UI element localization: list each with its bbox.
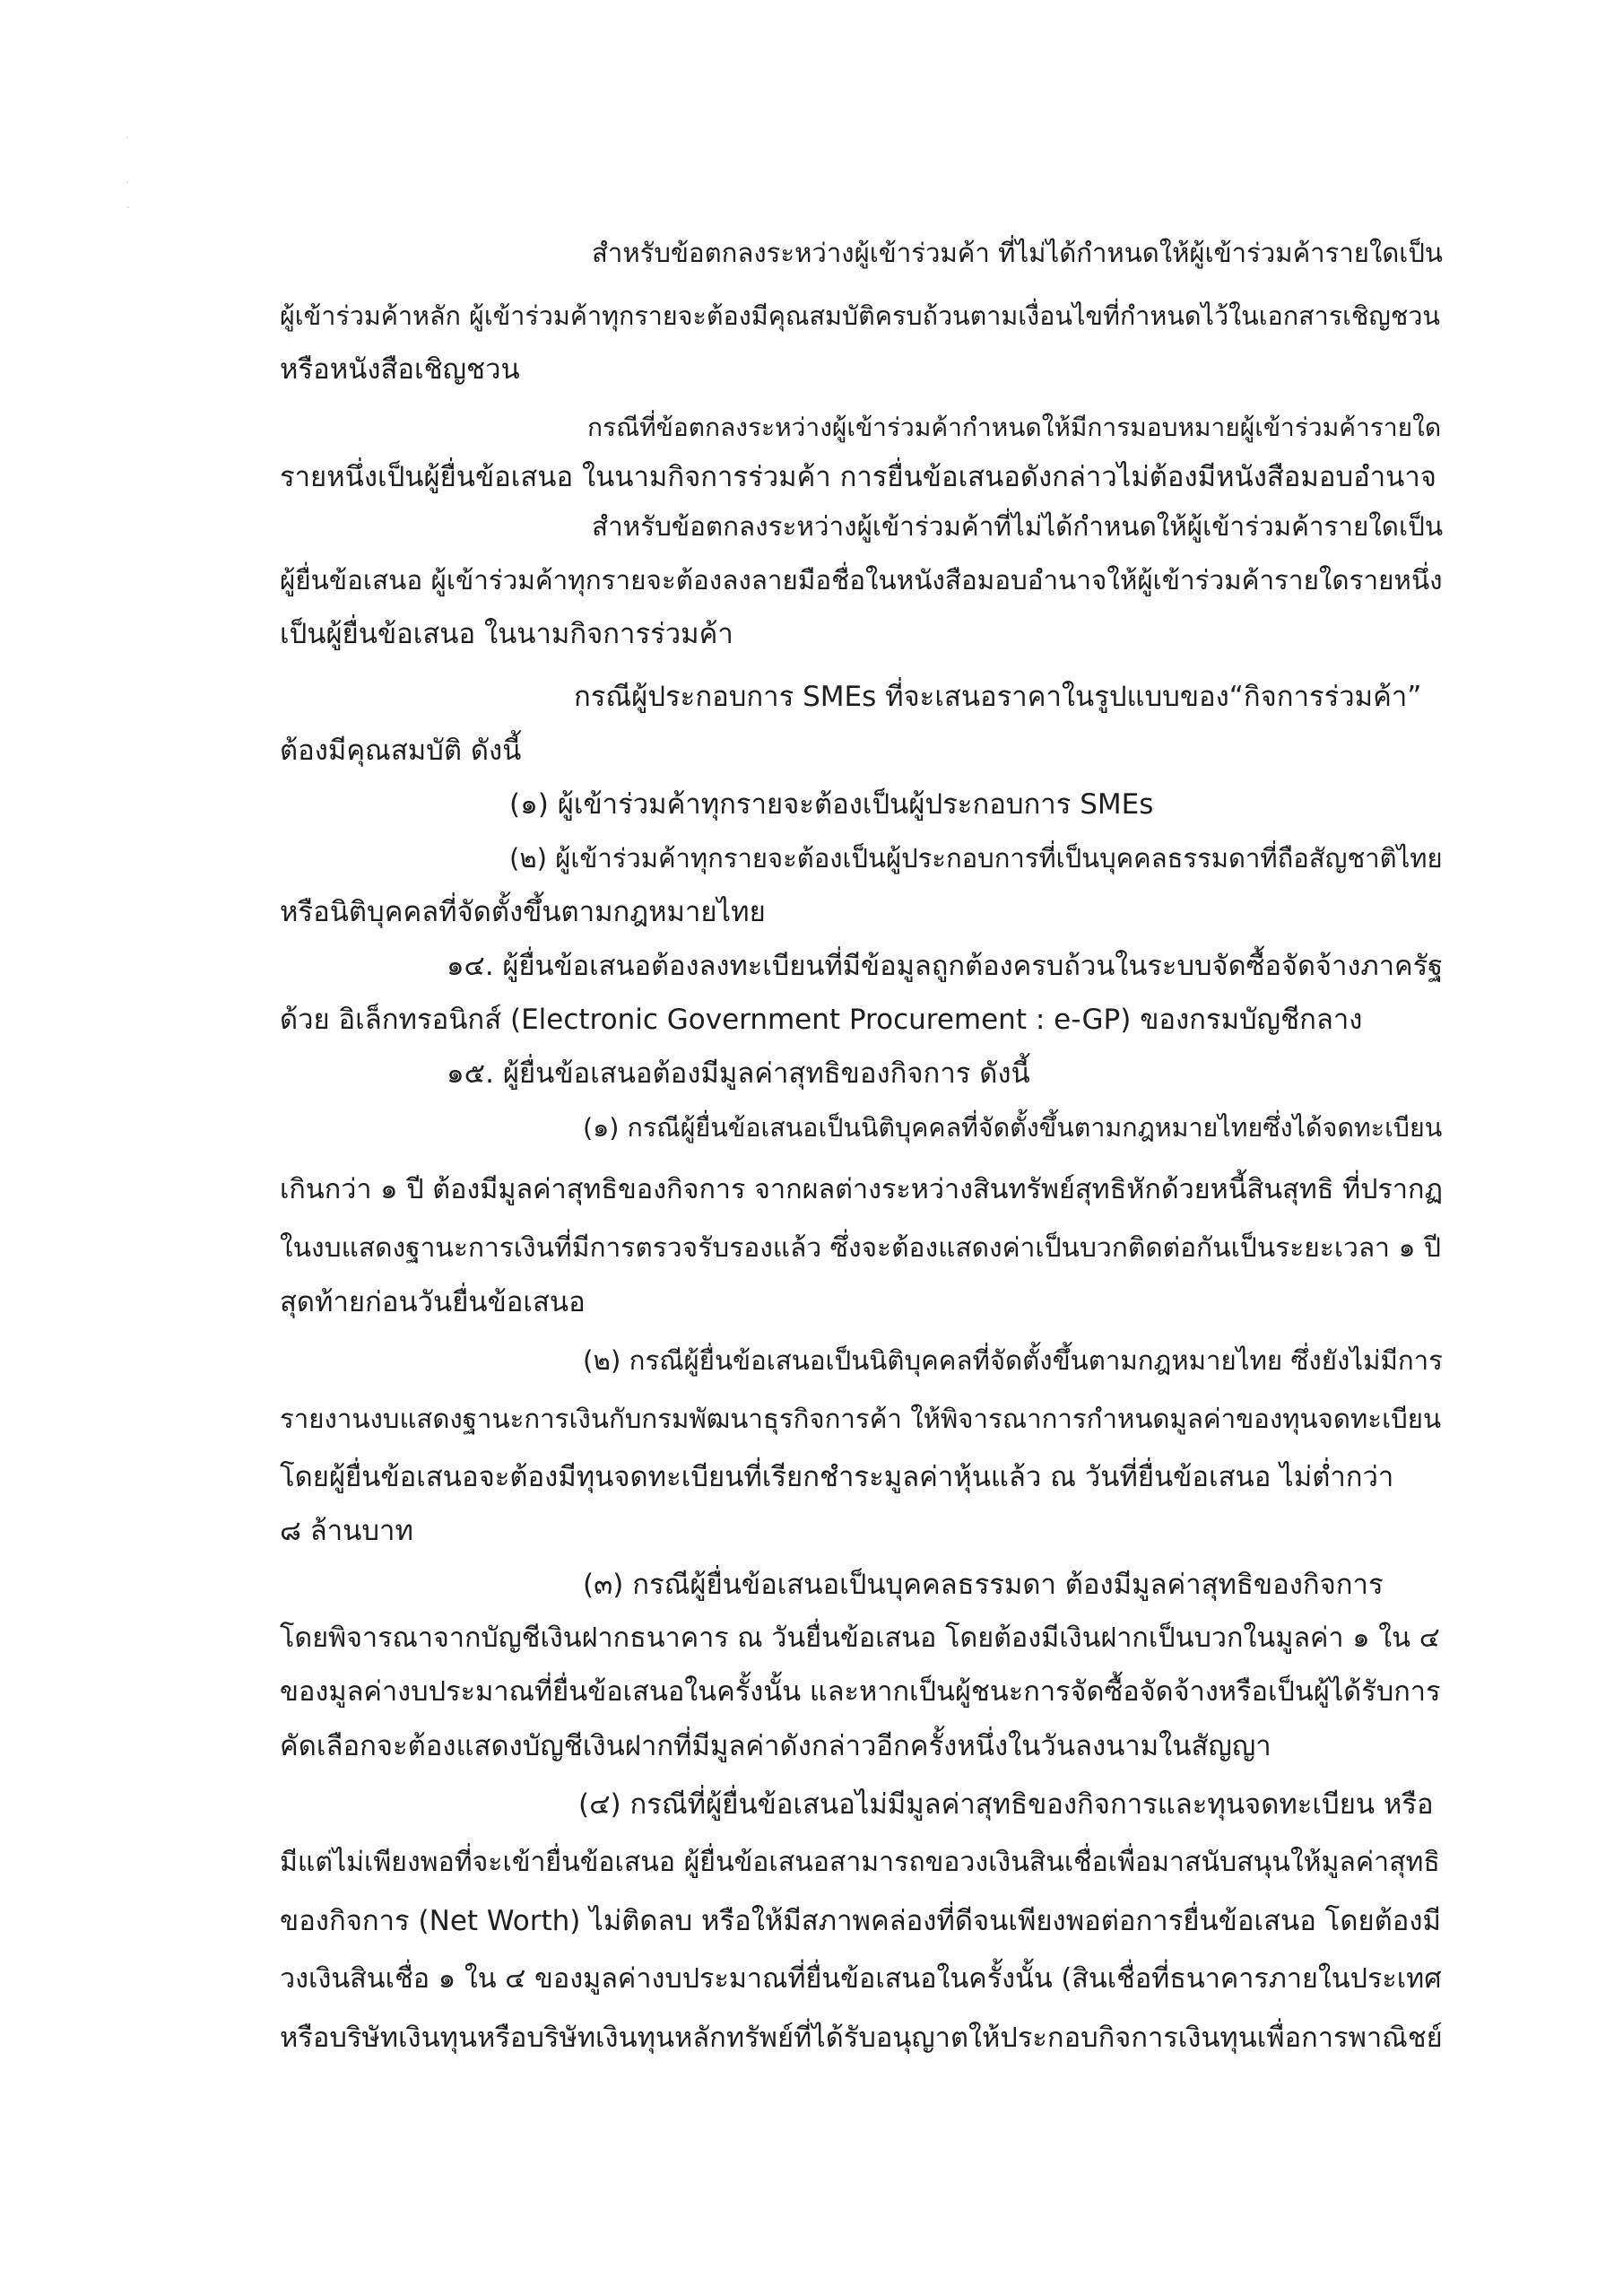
text-line: คัดเลือกจะต้องแสดงบัญชีเงินฝากที่มีมูลค่าดังกล่าวอีกครั้งหนึ่งในวันลงนามในสัญญา (280, 1730, 1271, 1762)
text-line: หรือนิติบุคคลที่จัดตั้งขึ้นตามกฎหมายไทย (280, 896, 766, 928)
text-line: ๘ ล้านบาท (280, 1515, 413, 1547)
text-line: ด้วย อิเล็กทรอนิกส์ (Electronic Government Procurement : e-GP) ของกรมบัญชีกลาง (280, 1004, 1363, 1036)
text-line: เป็นผู้ยื่นข้อเสนอ ในนามกิจการร่วมค้า (280, 618, 733, 650)
scan-mark: - (126, 203, 130, 213)
text-line: รายงานงบแสดงฐานะการเงินกับกรมพัฒนาธุรกิจการค้า ให้พิจารณาการกำหนดมูลค่าของทุนจดทะเบียน (280, 1404, 1442, 1434)
text-line: เกินกว่า ๑ ปี ต้องมีมูลค่าสุทธิของกิจการ จากผลต่างระหว่างสินทรัพย์สุทธิหักด้วยหนี้สินสุทธิ ที่ปรากฏ (280, 1174, 1443, 1205)
text-line: สำหรับข้อตกลงระหว่างผู้เข้าร่วมค้าที่ไม่ได้กำหนดให้ผู้เข้าร่วมค้ารายใดเป็น (592, 511, 1444, 542)
text-line: หรือหนังสือเชิญชวน (280, 353, 520, 386)
text-line: สำหรับข้อตกลงระหว่างผู้เข้าร่วมค้า ที่ไม่ได้กำหนดให้ผู้เข้าร่วมค้ารายใดเป็น (592, 238, 1443, 268)
scan-mark: . (126, 176, 129, 186)
text-line: ผู้ยื่นข้อเสนอ ผู้เข้าร่วมค้าทุกรายจะต้องลงลายมือชื่อในหนังสือมอบอำนาจให้ผู้เข้าร่วมค้ารายใดรายหนึ่ง (280, 565, 1443, 596)
scan-mark: . (126, 131, 129, 141)
text-line: ของมูลค่างบประมาณที่ยื่นข้อเสนอในครั้งนั้น และหากเป็นผู้ชนะการจัดซื้อจัดจ้างหรือเป็นผู้ได้รับการ (280, 1676, 1441, 1708)
text-line: กรณีผู้ประกอบการ SMEs ที่จะเสนอราคาในรูปแบบของ“กิจการร่วมค้า” (574, 681, 1422, 713)
text-line: ในงบแสดงฐานะการเงินที่มีการตรวจรับรองแล้ว ซึ่งจะต้องแสดงค่าเป็นบวกติดต่อกันเป็นระยะเวลา ๑ ปี (280, 1232, 1441, 1264)
text-line: สุดท้ายก่อนวันยื่นข้อเสนอ (280, 1286, 586, 1318)
text-line: (๓) กรณีผู้ยื่นข้อเสนอเป็นบุคคลธรรมดา ต้องมีมูลค่าสุทธิของกิจการ (583, 1569, 1384, 1601)
text-line: (๒) ผู้เข้าร่วมค้าทุกรายจะต้องเป็นผู้ประกอบการที่เป็นบุคคลธรรมดาที่ถือสัญชาติไทย (509, 843, 1443, 874)
text-line: ของกิจการ (Net Worth) ไม่ติดลบ หรือให้มีสภาพคล่องที่ดีจนเพียงพอต่อการยื่นข้อเสนอ โดยต้องมี (280, 1905, 1441, 1937)
text-line: โดยพิจารณาจากบัญชีเงินฝากธนาคาร ณ วันยื่นข้อเสนอ โดยต้องมีเงินฝากเป็นบวกในมูลค่า ๑ ใน ๔ (280, 1622, 1440, 1654)
text-line: (๔) กรณีที่ผู้ยื่นข้อเสนอไม่มีมูลค่าสุทธิของกิจการและทุนจดทะเบียน หรือ (578, 1788, 1434, 1821)
text-line: กรณีที่ข้อตกลงระหว่างผู้เข้าร่วมค้ากำหนดให้มีการมอบหมายผู้เข้าร่วมค้ารายใด (587, 413, 1442, 442)
text-line: หรือบริษัทเงินทุนหรือบริษัทเงินทุนหลักทรัพย์ที่ได้รับอนุญาตให้ประกอบกิจการเงินทุนเพื่อการพาณิชย์ (280, 2022, 1443, 2054)
text-line: ต้องมีคุณสมบัติ ดังนี้ (280, 735, 522, 767)
text-line: ผู้เข้าร่วมค้าหลัก ผู้เข้าร่วมค้าทุกรายจะต้องมีคุณสมบัติครบถ้วนตามเงื่อนไขที่กำหนดไว้ในเอกสารเชิญชวน (280, 300, 1441, 331)
text-line: ๑๕. ผู้ยื่นข้อเสนอต้องมีมูลค่าสุทธิของกิจการ ดังนี้ (447, 1057, 1030, 1090)
text-line: วงเงินสินเชื่อ ๑ ใน ๔ ของมูลค่างบประมาณที่ยื่นข้อเสนอในครั้งนั้น (สินเชื่อที่ธนาคารภายในประเทศ (280, 1963, 1442, 1995)
text-line: (๒) กรณีผู้ยื่นข้อเสนอเป็นนิติบุคคลที่จัดตั้งขึ้นตามกฎหมายไทย ซึ่งยังไม่มีการ (583, 1345, 1443, 1376)
text-line: ๑๔. ผู้ยื่นข้อเสนอต้องลงทะเบียนที่มีข้อมูลถูกต้องครบถ้วนในระบบจัดซื้อจัดจ้างภาครัฐ (447, 950, 1444, 982)
text-line: (๑) กรณีผู้ยื่นข้อเสนอเป็นนิติบุคคลที่จัดตั้งขึ้นตามกฎหมายไทยซึ่งได้จดทะเบียน (583, 1112, 1443, 1143)
text-line: (๑) ผู้เข้าร่วมค้าทุกรายจะต้องเป็นผู้ประกอบการ SMEs (509, 788, 1154, 821)
text-line: รายหนึ่งเป็นผู้ยื่นข้อเสนอ ในนามกิจการร่วมค้า การยื่นข้อเสนอดังกล่าวไม่ต้องมีหนังสือมอบอำนาจ (280, 461, 1436, 493)
text-line: โดยผู้ยื่นข้อเสนอจะต้องมีทุนจดทะเบียนที่เรียกชำระมูลค่าหุ้นแล้ว ณ วันที่ยื่นข้อเสนอ ไม่ต่ำกว่า (280, 1461, 1394, 1493)
text-line: มีแต่ไม่เพียงพอที่จะเข้ายื่นข้อเสนอ ผู้ยื่นข้อเสนอสามารถขอวงเงินสินเชื่อเพื่อมาสนับสนุนให้มูลค่าสุทธิ (280, 1847, 1440, 1878)
